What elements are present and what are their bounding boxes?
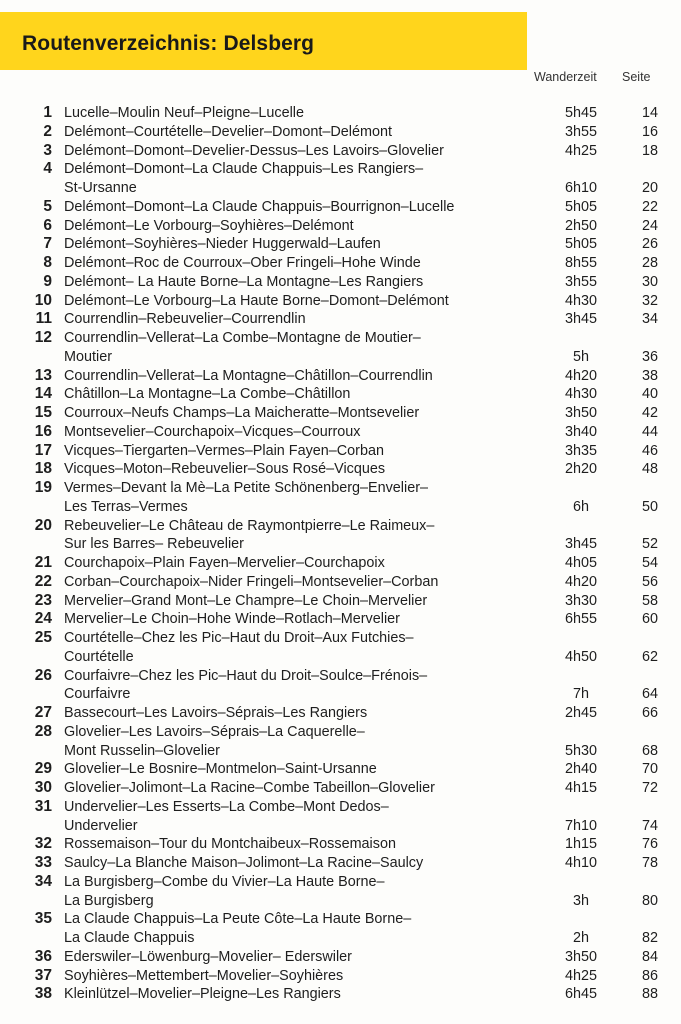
route-name-line: Courtételle–Chez les Pic–Haut du Droit–Aux Futchies– bbox=[64, 630, 414, 646]
page-number: 24 bbox=[641, 217, 658, 234]
page-number: 44 bbox=[641, 423, 658, 440]
page-number: 84 bbox=[641, 948, 658, 965]
walking-time: 4h05 bbox=[564, 555, 597, 571]
route-number: 15 bbox=[34, 404, 52, 421]
route-number: 5 bbox=[43, 197, 52, 215]
route-name-line: Corban–Courchapoix–Nider Fringeli–Montsevelier–Corban bbox=[64, 573, 439, 590]
walking-time: 3h45 bbox=[564, 536, 597, 553]
walking-time: 4h20 bbox=[564, 367, 597, 384]
route-number: 7 bbox=[43, 235, 52, 253]
route-entry bbox=[0, 779, 681, 798]
route-number: 22 bbox=[34, 572, 52, 590]
route-number: 37 bbox=[34, 966, 52, 984]
page-number: 54 bbox=[641, 555, 658, 571]
route-number: 1 bbox=[43, 104, 52, 121]
route-name-line: Châtillon–La Montagne–La Combe–Châtillon bbox=[64, 386, 351, 403]
route-name-line: Mervelier–Le Choin–Hohe Winde–Rotlach–Mervelier bbox=[64, 611, 400, 628]
route-entry bbox=[0, 160, 681, 198]
route-entry bbox=[0, 573, 681, 592]
page-number: 56 bbox=[641, 573, 658, 590]
route-name-line: Glovelier–Les Lavoirs–Séprais–La Caquerelle– bbox=[64, 723, 365, 740]
route-name-line: Courchapoix–Plain Fayen–Mervelier–Courchapoix bbox=[64, 555, 385, 571]
walking-time: 6h10 bbox=[564, 180, 597, 196]
route-number: 14 bbox=[34, 385, 52, 403]
route-name-line: Courrendlin–Vellerat–La Montagne–Châtillon–Courrendlin bbox=[64, 367, 433, 384]
walking-time: 3h30 bbox=[564, 592, 597, 609]
walking-time: 3h35 bbox=[564, 442, 597, 459]
route-entry bbox=[0, 554, 681, 573]
walking-time: 3h50 bbox=[564, 405, 597, 421]
walking-time: 3h55 bbox=[564, 273, 597, 290]
route-entry bbox=[0, 442, 681, 461]
route-name-line: Kleinlützel–Movelier–Pleigne–Les Rangiers bbox=[64, 986, 341, 1003]
route-name-line: Moutier bbox=[64, 348, 112, 365]
route-number: 3 bbox=[43, 141, 52, 159]
route-name-line: Courfaivre–Chez les Pic–Haut du Droit–Soulce–Frénois– bbox=[64, 667, 428, 684]
route-entry bbox=[0, 329, 681, 367]
route-entry bbox=[0, 479, 681, 517]
route-number: 28 bbox=[34, 722, 52, 740]
route-number: 8 bbox=[43, 254, 52, 271]
route-name-line: Ederswiler–Löwenburg–Movelier– Ederswiler bbox=[64, 948, 352, 965]
route-entry bbox=[0, 517, 681, 555]
walking-time: 4h25 bbox=[564, 142, 597, 159]
route-number: 13 bbox=[34, 366, 52, 384]
route-entry bbox=[0, 142, 681, 161]
page-number: 30 bbox=[641, 273, 658, 290]
route-name-line: Sur les Barres– Rebeuvelier bbox=[64, 536, 244, 553]
route-entry bbox=[0, 967, 681, 986]
route-entry bbox=[0, 310, 681, 329]
route-number: 6 bbox=[43, 216, 52, 234]
route-entry bbox=[0, 760, 681, 779]
route-entry bbox=[0, 835, 681, 854]
walking-time: 5h bbox=[572, 348, 589, 365]
walking-time: 4h50 bbox=[564, 648, 597, 665]
route-number: 24 bbox=[34, 610, 52, 628]
page-number: 88 bbox=[641, 986, 658, 1003]
route-entry bbox=[0, 985, 681, 1004]
route-entry bbox=[0, 704, 681, 723]
page-number: 64 bbox=[641, 686, 658, 703]
route-entry bbox=[0, 104, 681, 123]
route-name-line: Delémont–Soyhières–Nieder Huggerwald–Laufen bbox=[64, 236, 381, 253]
walking-time: 4h15 bbox=[564, 780, 597, 796]
page-number: 86 bbox=[641, 967, 658, 984]
route-entry bbox=[0, 610, 681, 629]
walking-time: 3h40 bbox=[564, 423, 597, 440]
route-entry bbox=[0, 667, 681, 705]
walking-time: 3h bbox=[572, 892, 589, 909]
route-name-line: Vicques–Moton–Rebeuvelier–Sous Rosé–Vicques bbox=[64, 461, 386, 478]
route-name-line: Les Terras–Vermes bbox=[64, 498, 188, 515]
route-number: 25 bbox=[34, 629, 52, 646]
route-number: 2 bbox=[43, 122, 52, 140]
route-number: 27 bbox=[34, 704, 52, 721]
route-name-line: Delémont–Courtételle–Develier–Domont–Delémont bbox=[64, 123, 392, 140]
walking-time: 1h15 bbox=[564, 836, 597, 853]
route-entry bbox=[0, 592, 681, 611]
route-name-line: La Claude Chappuis–La Peute Côte–La Haute Borne– bbox=[64, 911, 412, 928]
route-name-line: Undervelier–Les Esserts–La Combe–Mont Dedos– bbox=[64, 798, 389, 815]
route-entry bbox=[0, 367, 681, 386]
page-number: 78 bbox=[641, 855, 658, 871]
route-name-line: Glovelier–Le Bosnire–Montmelon–Saint-Ursanne bbox=[64, 761, 377, 778]
page-number: 68 bbox=[641, 742, 658, 759]
route-name-line: Delémont–Domont–La Claude Chappuis–Les Rangiers– bbox=[64, 161, 424, 178]
route-name-line: Mont Russelin–Glovelier bbox=[64, 742, 220, 759]
route-name-line: Courroux–Neufs Champs–La Maicheratte–Montsevelier bbox=[64, 405, 420, 421]
walking-time: 5h05 bbox=[564, 198, 597, 215]
route-entry bbox=[0, 460, 681, 479]
route-number: 9 bbox=[43, 272, 52, 290]
route-number: 38 bbox=[34, 985, 52, 1003]
walking-time: 2h bbox=[572, 930, 589, 946]
route-entry bbox=[0, 404, 681, 423]
route-number: 31 bbox=[34, 797, 52, 815]
route-name-line: Bassecourt–Les Lavoirs–Séprais–Les Rangiers bbox=[64, 705, 368, 721]
route-entry bbox=[0, 273, 681, 292]
walking-time: 2h45 bbox=[564, 705, 597, 721]
route-name-line: Delémont– La Haute Borne–La Montagne–Les Rangiers bbox=[64, 273, 424, 290]
route-name-line: Montsevelier–Courchapoix–Vicques–Courroux bbox=[64, 423, 361, 440]
page-number: 16 bbox=[641, 123, 658, 140]
walking-time: 7h10 bbox=[564, 817, 597, 834]
walking-time: 7h bbox=[572, 686, 589, 703]
route-number: 17 bbox=[34, 441, 52, 459]
route-number: 34 bbox=[34, 872, 52, 890]
route-name-line: Delémont–Le Vorbourg–La Haute Borne–Domont–Delémont bbox=[64, 292, 449, 309]
walking-time: 4h10 bbox=[564, 855, 597, 871]
page-number: 42 bbox=[641, 405, 658, 421]
route-entry bbox=[0, 910, 681, 948]
route-name-line: Lucelle–Moulin Neuf–Pleigne–Lucelle bbox=[64, 105, 305, 121]
route-number: 33 bbox=[34, 854, 52, 871]
page-number: 70 bbox=[641, 761, 658, 778]
route-name-line: Rebeuvelier–Le Château de Raymontpierre–Le Raimeux– bbox=[64, 517, 435, 534]
route-list bbox=[0, 104, 681, 1004]
route-name-line: Courrendlin–Rebeuvelier–Courrendlin bbox=[64, 311, 306, 328]
route-entry bbox=[0, 798, 681, 836]
route-number: 36 bbox=[34, 947, 52, 965]
page-number: 14 bbox=[641, 105, 658, 121]
walking-time: 2h50 bbox=[564, 217, 597, 234]
walking-time: 3h55 bbox=[564, 123, 597, 140]
route-name-line: Courrendlin–Vellerat–La Combe–Montagne de Moutier– bbox=[64, 330, 421, 346]
walking-time: 6h45 bbox=[564, 986, 597, 1003]
page-number: 66 bbox=[641, 705, 658, 721]
route-name-line: Soyhières–Mettembert–Movelier–Soyhières bbox=[64, 967, 344, 984]
route-name-line: Delémont–Roc de Courroux–Ober Fringeli–Hohe Winde bbox=[64, 255, 421, 271]
walking-time: 3h45 bbox=[564, 311, 597, 328]
route-number: 32 bbox=[34, 835, 52, 853]
route-number: 29 bbox=[34, 760, 52, 778]
walking-time: 6h55 bbox=[564, 611, 597, 628]
route-name-line: Saulcy–La Blanche Maison–Jolimont–La Racine–Saulcy bbox=[64, 855, 424, 871]
page-number: 26 bbox=[641, 236, 658, 253]
route-entry bbox=[0, 423, 681, 442]
page-number: 58 bbox=[641, 592, 658, 609]
route-name-line: La Burgisberg bbox=[64, 892, 154, 909]
route-name-line: La Burgisberg–Combe du Vivier–La Haute Borne– bbox=[64, 873, 385, 890]
route-entry bbox=[0, 385, 681, 404]
walking-time: 6h bbox=[572, 498, 589, 515]
route-name-line: Mervelier–Grand Mont–Le Champre–Le Choin–Mervelier bbox=[64, 592, 428, 609]
route-name-line: Rossemaison–Tour du Montchaibeux–Rossemaison bbox=[64, 836, 396, 853]
route-number: 16 bbox=[34, 422, 52, 440]
route-entry bbox=[0, 123, 681, 142]
page-number: 52 bbox=[641, 536, 658, 553]
route-number: 10 bbox=[34, 291, 52, 309]
route-name-line: Vermes–Devant la Mè–La Petite Schönenberg–Envelier– bbox=[64, 480, 428, 496]
route-entry bbox=[0, 235, 681, 254]
walking-time: 2h40 bbox=[564, 761, 597, 778]
walking-time: 4h30 bbox=[564, 292, 597, 309]
page-number: 48 bbox=[641, 461, 658, 478]
walking-time: 5h05 bbox=[564, 236, 597, 253]
route-name-line: Courtételle bbox=[64, 648, 134, 665]
route-entry bbox=[0, 198, 681, 217]
route-entry bbox=[0, 292, 681, 311]
route-entry bbox=[0, 854, 681, 873]
route-entry bbox=[0, 723, 681, 761]
page-number: 32 bbox=[641, 292, 658, 309]
route-number: 20 bbox=[34, 516, 52, 534]
route-number: 19 bbox=[34, 479, 52, 496]
route-name-line: Vicques–Tiergarten–Vermes–Plain Fayen–Corban bbox=[64, 442, 384, 459]
route-name-line: Courfaivre bbox=[64, 686, 131, 703]
route-name-line: Undervelier bbox=[64, 817, 138, 834]
page-number: 76 bbox=[641, 836, 658, 853]
route-name-line: Delémont–Le Vorbourg–Soyhières–Delémont bbox=[64, 217, 354, 234]
page-number: 46 bbox=[641, 442, 658, 459]
route-name-line: La Claude Chappuis bbox=[64, 930, 195, 946]
walking-time: 5h30 bbox=[564, 742, 597, 759]
route-entry bbox=[0, 254, 681, 273]
page-number: 20 bbox=[641, 180, 658, 196]
page-number: 18 bbox=[641, 142, 658, 159]
page-number: 40 bbox=[641, 386, 658, 403]
page-number: 38 bbox=[641, 367, 658, 384]
route-number: 30 bbox=[34, 779, 52, 796]
route-entry bbox=[0, 217, 681, 236]
route-entry bbox=[0, 629, 681, 667]
route-number: 21 bbox=[34, 554, 52, 571]
route-number: 23 bbox=[34, 591, 52, 609]
page-number: 28 bbox=[641, 255, 658, 271]
route-number: 26 bbox=[34, 666, 52, 684]
page-number: 74 bbox=[641, 817, 658, 834]
column-header-time: Wanderzeit bbox=[534, 70, 597, 84]
page-number: 50 bbox=[641, 498, 658, 515]
page-number: 22 bbox=[641, 198, 658, 215]
page-number: 80 bbox=[641, 892, 658, 909]
column-header-page: Seite bbox=[622, 70, 651, 84]
walking-time: 4h25 bbox=[564, 967, 597, 984]
route-name-line: Glovelier–Jolimont–La Racine–Combe Tabeillon–Glovelier bbox=[64, 780, 435, 796]
title-bar bbox=[0, 12, 527, 70]
walking-time: 5h45 bbox=[564, 105, 597, 121]
page-number: 82 bbox=[641, 930, 658, 946]
route-entry bbox=[0, 873, 681, 911]
route-number: 12 bbox=[34, 329, 52, 346]
route-name-line: Delémont–Domont–Develier-Dessus–Les Lavoirs–Glovelier bbox=[64, 142, 444, 159]
walking-time: 2h20 bbox=[564, 461, 597, 478]
route-name-line: Delémont–Domont–La Claude Chappuis–Bourrignon–Lucelle bbox=[64, 198, 455, 215]
page-number: 60 bbox=[641, 611, 658, 628]
page-number: 34 bbox=[641, 311, 658, 328]
walking-time: 3h50 bbox=[564, 948, 597, 965]
route-number: 4 bbox=[43, 160, 52, 178]
route-number: 35 bbox=[34, 910, 52, 928]
walking-time: 4h30 bbox=[564, 386, 597, 403]
route-number: 18 bbox=[34, 460, 52, 478]
walking-time: 8h55 bbox=[564, 255, 597, 271]
page-number: 62 bbox=[641, 648, 658, 665]
walking-time: 4h20 bbox=[564, 573, 597, 590]
page-number: 72 bbox=[641, 780, 658, 796]
page-number: 36 bbox=[641, 348, 658, 365]
page-title: Routenverzeichnis: Delsberg bbox=[22, 32, 315, 55]
route-name-line: St-Ursanne bbox=[64, 180, 137, 196]
route-number: 11 bbox=[35, 310, 52, 328]
route-entry bbox=[0, 948, 681, 967]
